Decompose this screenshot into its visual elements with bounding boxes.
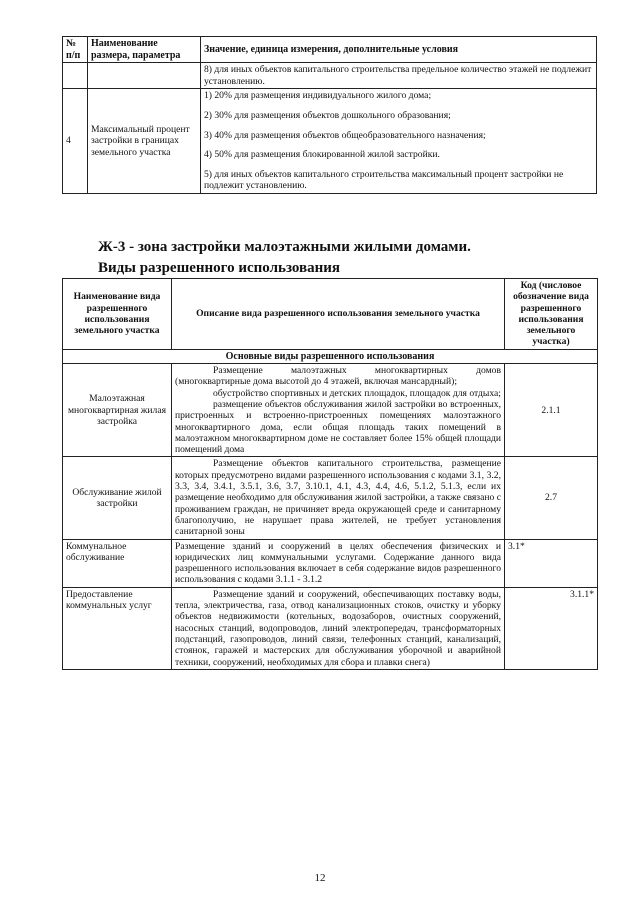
usage-description (172, 539, 505, 587)
description-paragraph: размещение объектов обслуживания жилой застройки во встроенных, пристроенных и встроенно-пристроенных помещениях малоэтажного многоквартирного дома, если общая площадь таких помещений в малоэтажном многоквартирном доме не составляет более 15% общей площади помещений дома (175, 398, 501, 456)
usage-name: Предоставление коммунальных услуг (63, 587, 172, 669)
parameter-conditions (201, 89, 597, 194)
table-row (63, 89, 597, 194)
usage-description (172, 364, 505, 457)
page-number: 12 (314, 872, 326, 884)
condition-item: 3) 40% для размещения объектов общеобразовательного назначения; (204, 129, 486, 141)
description-paragraph: обустройство спортивных и детских площадок, площадок для отдыха; (213, 387, 501, 399)
section-title: Основные виды разрешенного использования (63, 349, 598, 363)
table-row (63, 457, 598, 539)
condition-item: 4) 50% для размещения блокированной жилой застройки. (204, 149, 440, 161)
empty-cell (88, 63, 201, 89)
section-row (63, 349, 598, 363)
usage-name: Коммунальное обслуживание (63, 539, 172, 587)
empty-cell (63, 63, 88, 89)
header-parameter-name: Наименование размера, параметра (88, 37, 201, 63)
usage-description (172, 587, 505, 669)
description-paragraph: Размещение зданий и сооружений в целях обеспечения физических и юридических лиц коммунальными услугами. Содержание данного вида разрешенного использования включает в себя содержание видов разрешенного использования с кодами 3.1.1 - 3.1.2 (175, 540, 501, 586)
table-row (63, 587, 598, 669)
header-usage-code: Код (числовое обозначение вида разрешенного использования земельного участка) (505, 279, 598, 350)
description-paragraph: Размещение объектов капитального строительства, размещение которых предусмотрено видами разрешенного использования с кодами 3.1, 3.2, 3.3, 3.4, 3.4.1, 3.5.1, 3.6, 3.7, 3.10.1, 4.1, 4.3, 4.4, 4.6, 5.1.2, 5.1.3, если их размещение необходимо для обслуживания жилой застройки, а также связано с проживанием граждан, не причиняет вреда окружающей среде и санитарному благополучию, не нарушает права жителей, не требует установления санитарной зоны (175, 458, 501, 538)
table-row (63, 364, 598, 457)
table-row (63, 539, 598, 587)
usage-types-table (62, 278, 598, 670)
usage-code: 2.1.1 (505, 364, 598, 457)
header-usage-description: Описание вида разрешенного использования земельного участка (172, 279, 505, 350)
header-num: № п/п (63, 37, 88, 63)
condition-item: 1) 20% для размещения индивидуального жилого дома; (204, 90, 432, 102)
parameter-name: Максимальный процент застройки в границах земельного участка (88, 89, 201, 194)
table-row (63, 63, 597, 89)
header-value: Значение, единица измерения, дополнительные условия (201, 37, 597, 63)
condition-item: 5) для иных объектов капитального строительства максимальный процент застройки не подлежит установлению. (204, 168, 564, 192)
usage-heading: Виды разрешенного использования (98, 260, 341, 276)
header-usage-name: Наименование вида разрешенного использования земельного участка (63, 279, 172, 350)
table-header-row (63, 279, 598, 350)
usage-code: 2.7 (505, 457, 598, 539)
row-num: 4 (63, 89, 88, 194)
usage-code: 3.1* (505, 539, 598, 587)
usage-name: Малоэтажная многоквартирная жилая застройка (63, 364, 172, 457)
usage-code: 3.1.1* (505, 587, 598, 669)
continued-condition: 8) для иных объектов капитального строительства предельное количество этажей не подлежит установлению. (201, 63, 597, 89)
usage-name: Обслуживание жилой застройки (63, 457, 172, 539)
condition-item: 2) 30% для размещения объектов дошкольного образования; (204, 109, 451, 121)
zone-heading: Ж-3 - зона застройки малоэтажными жилыми домами. (98, 239, 471, 255)
building-parameters-table (62, 36, 597, 194)
usage-description (172, 457, 505, 539)
description-paragraph: Размещение малоэтажных многоквартирных домов (многоквартирные дома высотой до 4 этажей, включая мансардный); (175, 365, 501, 388)
description-paragraph: Размещение зданий и сооружений, обеспечивающих поставку воды, тепла, электричества, газа, отвод канализационных стоков, очистку и уборку объектов недвижимости (котельных, водозаборов, очистных сооружений, насосных станций, водопроводов, линий электропередач, трансформаторных подстанций, газопроводов, линий связи, телефонных станций, канализаций, стоянок, гаражей и мастерских для обслуживания уборочной и аварийной техники, сооружений, необходимых для сбора и плавки снега) (175, 588, 501, 668)
table-header-row (63, 37, 597, 63)
